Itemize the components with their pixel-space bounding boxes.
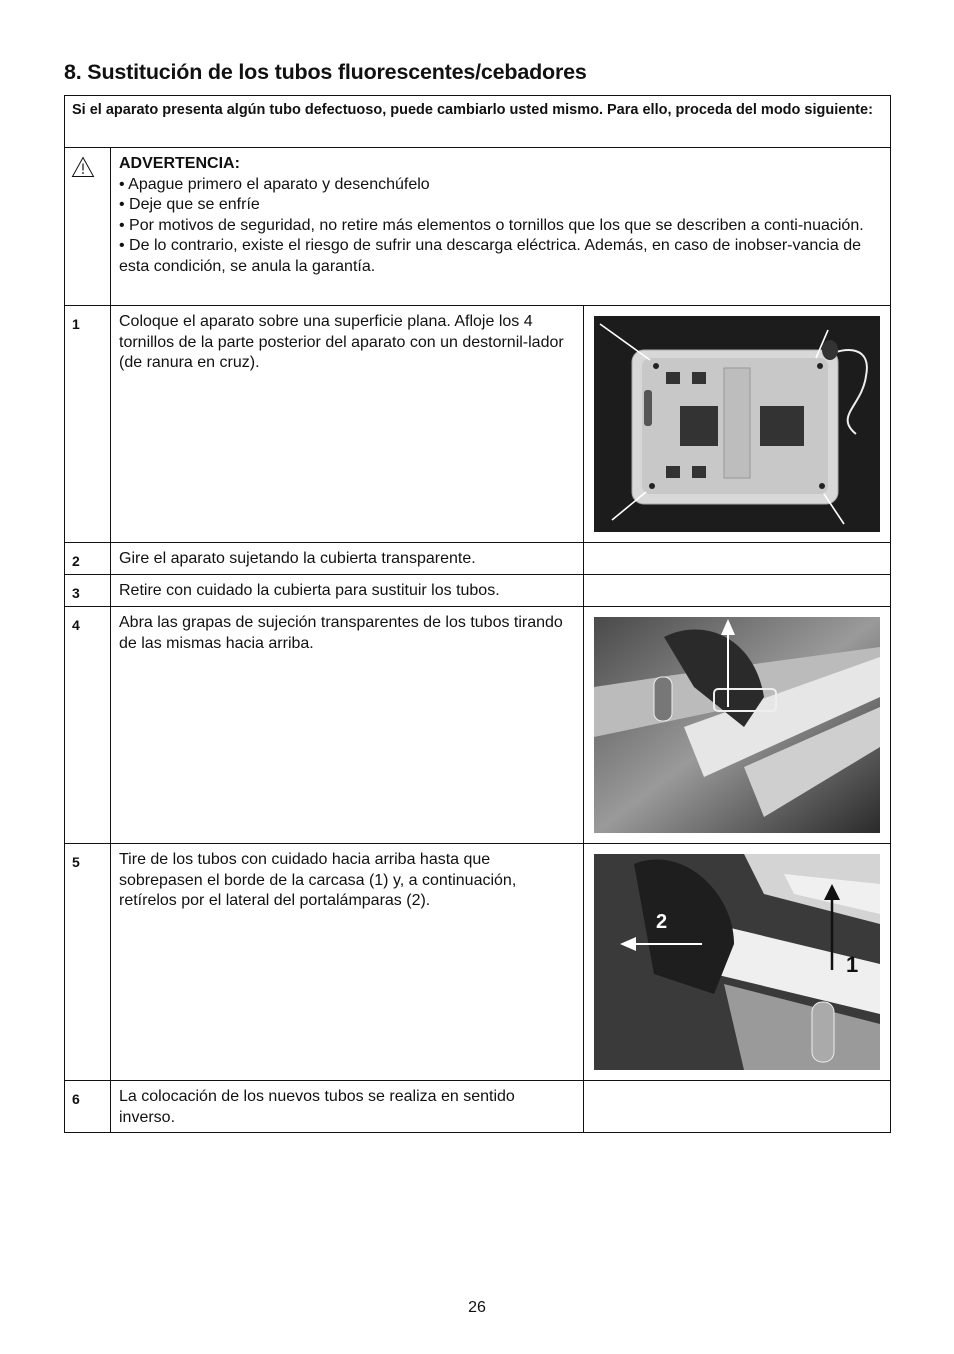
step-text: Coloque el aparato sobre una superficie plana. Afloje los 4 tornillos de la parte posterior del aparato con un destornil-lador (de ranura en cruz).	[111, 306, 584, 543]
step-text: Abra las grapas de sujeción transparentes de los tubos tirando de las mismas hacia arriba.	[111, 607, 584, 844]
step-number: 3	[65, 575, 111, 607]
step-number: 1	[65, 306, 111, 543]
tube-clips-photo	[594, 617, 880, 833]
warning-item: • De lo contrario, existe el riesgo de sufrir una descarga eléctrica. Además, en caso de inobser-vancia de esta condición, se anula la garantía.	[119, 237, 861, 275]
warning-item: • Apague primero el aparato y desenchúfelo	[119, 175, 430, 193]
step-photo-cell	[584, 844, 891, 1081]
warning-triangle-icon	[71, 156, 95, 178]
step-row	[65, 607, 891, 844]
page-number: 26	[468, 1299, 486, 1316]
step-text: Tire de los tubos con cuidado hacia arriba hasta que sobrepasen el borde de la carcasa (1) y, a continuación, retírelos por el lateral del portalámparas (2).	[111, 844, 584, 1081]
step-number: 4	[65, 607, 111, 844]
warning-item: • Por motivos de seguridad, no retire más elementos o tornillos que los que se describen a conti-nuación.	[119, 216, 864, 234]
device-bottom-photo	[594, 316, 880, 532]
warning-title: ADVERTENCIA:	[119, 155, 240, 172]
step-row	[65, 543, 891, 575]
warning-cell	[65, 148, 111, 306]
instructions-table	[64, 95, 891, 1133]
empty-cell	[584, 543, 891, 575]
step-number: 2	[65, 543, 111, 575]
step-photo-cell	[584, 306, 891, 543]
section-title: 8. Sustitución de los tubos fluorescentes/cebadores	[64, 60, 587, 84]
step-number: 6	[65, 1081, 111, 1133]
photo-label-1: 1	[846, 952, 859, 977]
warning-content	[111, 148, 891, 306]
empty-cell	[584, 575, 891, 607]
intro-text: Si el aparato presenta algún tubo defectuoso, puede cambiarlo usted mismo. Para ello, proceda del modo siguiente:	[65, 96, 891, 148]
empty-cell	[584, 1081, 891, 1133]
step-row	[65, 844, 891, 1081]
photo-label-2: 2	[656, 911, 668, 933]
step-row	[65, 1081, 891, 1133]
tube-removal-photo	[594, 854, 880, 1070]
step-text: Retire con cuidado la cubierta para sustituir los tubos.	[111, 575, 584, 607]
step-number: 5	[65, 844, 111, 1081]
warning-item: • Deje que se enfríe	[119, 196, 260, 213]
warning-row	[65, 148, 891, 306]
step-text: La colocación de los nuevos tubos se realiza en sentido inverso.	[111, 1081, 584, 1133]
step-photo-cell	[584, 607, 891, 844]
step-row	[65, 306, 891, 543]
step-row	[65, 575, 891, 607]
step-text: Gire el aparato sujetando la cubierta transparente.	[111, 543, 584, 575]
